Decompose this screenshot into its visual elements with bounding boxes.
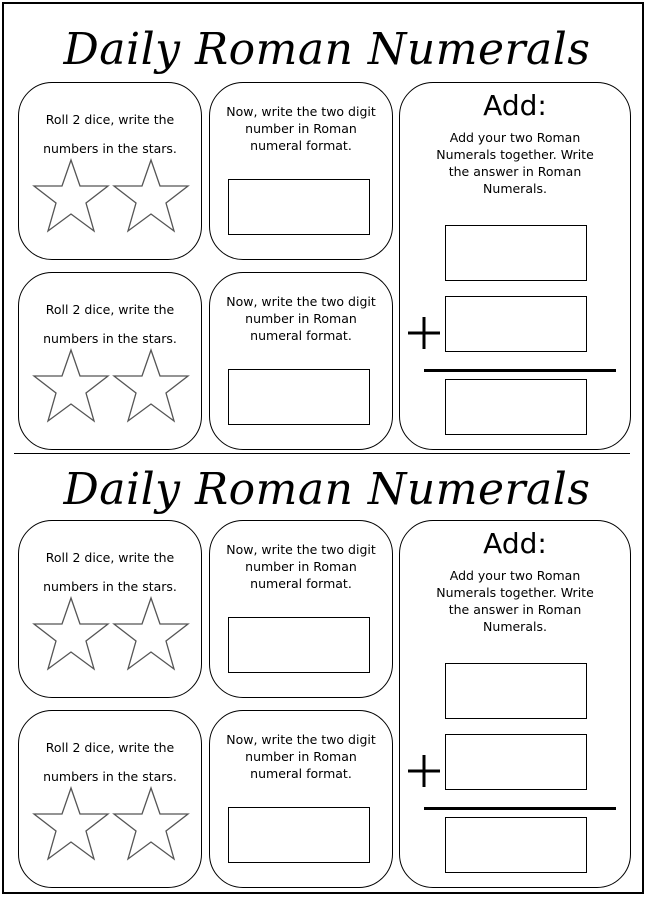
star-icon[interactable] <box>114 350 188 421</box>
star-icon[interactable] <box>114 788 188 859</box>
star-icon[interactable] <box>114 598 188 669</box>
star-icon[interactable] <box>34 160 108 231</box>
add-title: Add: <box>483 89 547 122</box>
stars-group <box>27 348 197 428</box>
add-card <box>399 82 631 450</box>
roman-write-card <box>209 82 393 260</box>
worksheet-page <box>2 2 644 894</box>
star-icon[interactable] <box>114 160 188 231</box>
addend-box-1[interactable] <box>445 225 587 281</box>
stars-group <box>27 786 197 866</box>
write-instruction: Now, write the two digit number in Roman numeral format. <box>226 294 376 343</box>
sum-line <box>424 807 616 810</box>
roman-answer-box[interactable] <box>228 617 370 673</box>
star-icon[interactable] <box>34 350 108 421</box>
page-title: Daily Roman Numerals <box>63 24 591 75</box>
plus-icon <box>406 753 442 789</box>
roman-write-card <box>209 520 393 698</box>
addend-box-2[interactable] <box>445 296 587 352</box>
write-instruction: Now, write the two digit number in Roman numeral format. <box>226 104 376 153</box>
add-instruction: Add your two Roman Numerals together. Write the answer in Roman Numerals. <box>436 568 594 634</box>
sum-answer-box[interactable] <box>445 379 587 435</box>
roman-answer-box[interactable] <box>228 179 370 235</box>
stars-group <box>27 596 197 676</box>
addend-box-2[interactable] <box>445 734 587 790</box>
page-title: Daily Roman Numerals <box>63 464 591 515</box>
worksheet-section-2 <box>4 444 650 884</box>
sum-line <box>424 369 616 372</box>
add-title: Add: <box>483 527 547 560</box>
star-icon[interactable] <box>34 788 108 859</box>
dice-instruction: Roll 2 dice, write the numbers in the stars. <box>43 302 177 346</box>
dice-card <box>18 520 202 698</box>
addend-box-1[interactable] <box>445 663 587 719</box>
dice-instruction: Roll 2 dice, write the numbers in the stars. <box>43 740 177 784</box>
write-instruction: Now, write the two digit number in Roman numeral format. <box>226 542 376 591</box>
dice-instruction: Roll 2 dice, write the numbers in the stars. <box>43 112 177 156</box>
roman-answer-box[interactable] <box>228 807 370 863</box>
dice-card <box>18 272 202 450</box>
roman-write-card <box>209 272 393 450</box>
star-icon[interactable] <box>34 598 108 669</box>
sum-answer-box[interactable] <box>445 817 587 873</box>
plus-icon <box>406 315 442 351</box>
worksheet-section-1 <box>4 4 650 444</box>
add-card <box>399 520 631 888</box>
dice-instruction: Roll 2 dice, write the numbers in the stars. <box>43 550 177 594</box>
stars-group <box>27 158 197 238</box>
add-instruction: Add your two Roman Numerals together. Write the answer in Roman Numerals. <box>436 130 594 196</box>
roman-answer-box[interactable] <box>228 369 370 425</box>
roman-write-card <box>209 710 393 888</box>
dice-card <box>18 710 202 888</box>
write-instruction: Now, write the two digit number in Roman numeral format. <box>226 732 376 781</box>
dice-card <box>18 82 202 260</box>
